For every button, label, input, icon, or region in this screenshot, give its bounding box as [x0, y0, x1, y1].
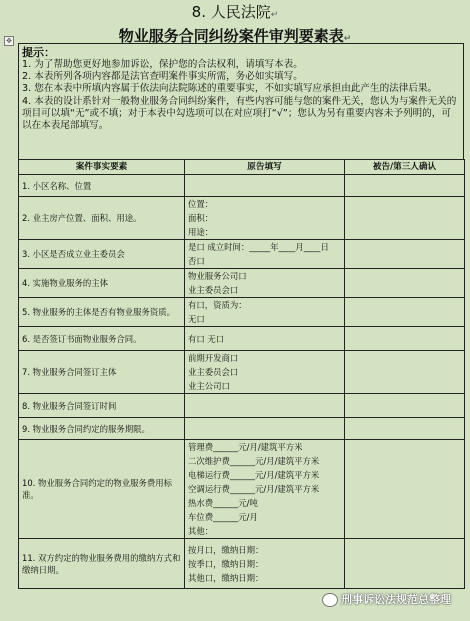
defendant-confirm-cell[interactable]: [345, 175, 465, 197]
col-header-defendant: 被告/第三人确认: [345, 160, 465, 175]
wechat-logo-icon: [322, 593, 338, 607]
plaintiff-line: 否口: [188, 256, 205, 266]
fact-label: 2. 业主房产位置、面积、用途。: [19, 197, 185, 240]
plaintiff-cell[interactable]: [185, 440, 345, 539]
elements-table: [18, 159, 465, 589]
fact-label: 3. 小区是否成立业主委员会: [19, 240, 185, 269]
plaintiff-line: 其他：: [188, 526, 214, 536]
defendant-confirm-cell[interactable]: [345, 539, 465, 589]
plaintiff-line: 用途：: [188, 227, 214, 237]
tips-item: 3. 您在本表中所填内容属于依法向法院陈述的重要事实，不如实填写应承担由此产生的法律后果。: [22, 83, 438, 95]
plaintiff-line: [188, 422, 341, 436]
table-row: [19, 327, 465, 351]
table-row: [19, 418, 465, 440]
plaintiff-cell[interactable]: [185, 175, 345, 197]
plaintiff-line: 按季口，缴纳日期：: [188, 558, 264, 569]
plaintiff-cell[interactable]: [185, 197, 345, 240]
plaintiff-cell[interactable]: [185, 298, 345, 327]
defendant-confirm-cell[interactable]: [345, 351, 465, 394]
tips-item: 1. 为了帮助您更好地参加诉讼，保护您的合法权利，请填写本表。: [22, 59, 303, 70]
plaintiff-cell[interactable]: [185, 394, 345, 418]
fact-label: 10. 物业服务合同约定的物业服务费用标准。: [19, 440, 185, 539]
defendant-confirm-cell[interactable]: [345, 269, 465, 298]
plaintiff-cell[interactable]: [185, 418, 345, 440]
col-header-facts: 案件事实要素: [19, 160, 185, 175]
document-title: 物业服务合同纠纷案件审判要素表↵: [118, 27, 352, 45]
fact-label: 7. 物业服务合同签订主体: [19, 351, 185, 394]
plaintiff-line: 其他口，缴纳日期：: [188, 572, 264, 583]
col-header-plaintiff: 原告填写: [185, 160, 345, 175]
fact-label: 11. 双方约定的物业服务费用的缴纳方式和缴纳日期。: [19, 539, 185, 589]
table-row: [19, 394, 465, 418]
plaintiff-line: [188, 399, 341, 413]
plaintiff-line: 有口 无口: [188, 333, 225, 344]
defendant-confirm-cell[interactable]: [345, 394, 465, 418]
watermark: 刑事诉讼法规范总整理: [322, 591, 451, 607]
fact-label: 5. 物业服务的主体是否有物业服务资质。: [19, 298, 185, 327]
plaintiff-line: 管理费______元/月/建筑平方米: [188, 442, 303, 452]
plaintiff-line: 前期开发商口: [188, 353, 239, 363]
defendant-confirm-cell[interactable]: [345, 197, 465, 240]
plaintiff-line: 无口: [188, 314, 205, 324]
fact-label: 6. 是否签订书面物业服务合同。: [19, 327, 185, 351]
table-row: [19, 298, 465, 327]
table-row: [19, 175, 465, 197]
defendant-confirm-cell[interactable]: [345, 418, 465, 440]
tips-box: [18, 43, 464, 159]
plaintiff-cell[interactable]: [185, 351, 345, 394]
plaintiff-line: 按月口，缴纳日期：: [188, 544, 264, 555]
defendant-confirm-cell[interactable]: [345, 440, 465, 539]
table-header-row: [19, 160, 465, 175]
plaintiff-line: 位置：: [188, 199, 214, 209]
plaintiff-line: 有口，资质为：: [188, 300, 247, 310]
plaintiff-line: 是口 成立时间：_____年____月____日: [188, 242, 329, 252]
plaintiff-line: 空调运行费______元/月/建筑平方米: [188, 484, 320, 494]
table-row: [19, 240, 465, 269]
plaintiff-cell[interactable]: [185, 539, 345, 589]
plaintiff-line: 二次维护费______元/月/建筑平方米: [188, 456, 320, 466]
table-row: [19, 269, 465, 298]
plaintiff-line: 业主委员会口: [188, 367, 239, 377]
plaintiff-line: 业主委员会口: [188, 285, 239, 295]
document-header: [0, 0, 470, 48]
fact-label: 1. 小区名称、位置: [19, 175, 185, 197]
plaintiff-cell[interactable]: [185, 269, 345, 298]
plaintiff-line: 车位费______元/月: [188, 512, 258, 522]
tips-title: 提示：: [22, 46, 55, 59]
table-move-handle-icon[interactable]: ✥: [4, 36, 14, 46]
plaintiff-cell[interactable]: [185, 327, 345, 351]
plaintiff-cell[interactable]: [185, 240, 345, 269]
plaintiff-line: 电梯运行费______元/月/建筑平方米: [188, 470, 320, 480]
plaintiff-line: [188, 179, 341, 193]
defendant-confirm-cell[interactable]: [345, 240, 465, 269]
fact-label: 8. 物业服务合同签订时间: [19, 394, 185, 418]
defendant-confirm-cell[interactable]: [345, 327, 465, 351]
fact-label: 4. 实施物业服务的主体: [19, 269, 185, 298]
tips-item: 2. 本表所列各项内容都是法官查明案件事实所需，务必如实填写。: [22, 71, 303, 83]
court-name: 8. 人民法院↵: [191, 3, 279, 21]
defendant-confirm-cell[interactable]: [345, 298, 465, 327]
table-row: [19, 351, 465, 394]
tips-item: 4. 本表的设计系针对一般物业服务合同纠纷案件，有些内容可能与您的案件无关，您认为与案件无关的项目可以填“无”或不填；对于本表中勾选项可以在对应项打“√”；您认为另有重要内容未予列明的，可以在本表尾部填写。: [22, 95, 457, 132]
table-row: [19, 197, 465, 240]
table-row: [19, 440, 465, 539]
plaintiff-line: 热水费______元/吨: [188, 498, 258, 508]
plaintiff-line: 面积：: [188, 213, 214, 223]
table-row: [19, 539, 465, 589]
plaintiff-line: 物业服务公司口: [188, 271, 247, 281]
fact-label: 9. 物业服务合同约定的服务期限。: [19, 418, 185, 440]
plaintiff-line: 业主公司口: [188, 381, 230, 391]
